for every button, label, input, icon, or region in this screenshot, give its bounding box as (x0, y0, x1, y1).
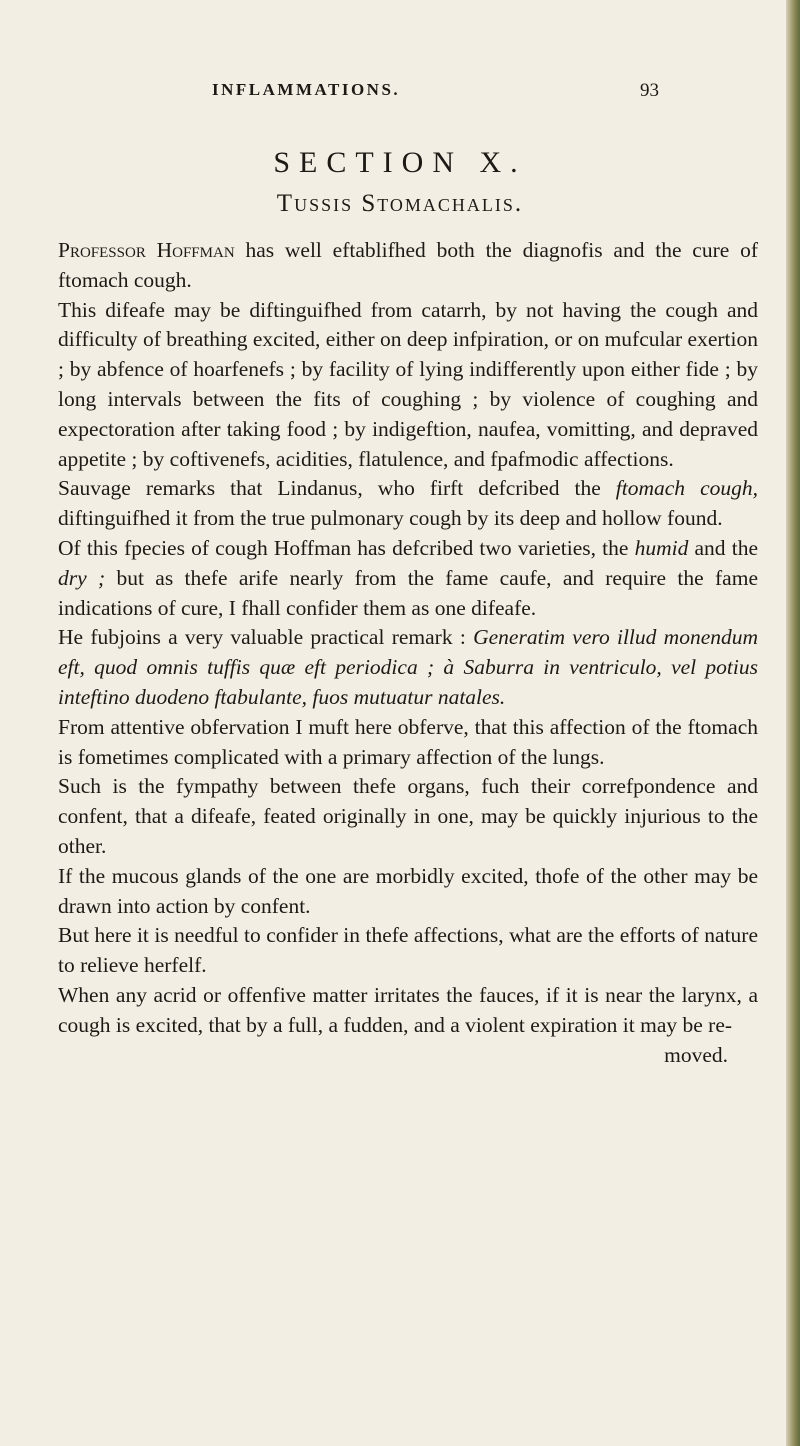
paragraph-text: He fubjoins a very valuable practical remark : (58, 625, 474, 650)
running-head (0, 80, 800, 104)
paragraph-text: But here it is needful to confider in thefe affections, what are the efforts of nature to relieve herfelf. (58, 923, 758, 978)
paragraph-text: From attentive obfervation I muft here obferve, that this affection of the ftomach is fometimes complicated with a primary affection of the lungs. (58, 714, 758, 769)
emphasis: ftomach cough, (615, 476, 758, 501)
author-name: Professor Hoffman (58, 238, 235, 262)
body-text (58, 236, 758, 1070)
paragraph-text: Sauvage remarks that Lindanus, who firft defcribed the (58, 476, 616, 501)
running-title: INFLAMMATIONS. (212, 80, 401, 99)
paragraph-9 (58, 921, 758, 981)
paragraph-text: This difeafe may be diftinguifhed from catarrh, by not having the cough and difficulty of breathing excited, either on deep infpiration, or on mufcular exertion ; by abfence of hoarfenefs ; by facility of lying indifferently upon either fide ; by long intervals between the fits of coughing ; by violence of coughing and expectoration after taking food ; by indigeftion, naufea, vomitting, and depraved appetite ; by coftivenefs, acidities, flatulence, and fpafmodic affections. (58, 297, 758, 471)
paragraph-text: When any acrid or offenfive matter irritates the fauces, if it is near the larynx, a cough is excited, that by a full, a fudden, and a violent expiration it may be re- (58, 982, 758, 1037)
paragraph-text: diftinguifhed it from the true pulmonary cough by its deep and hollow found. (58, 506, 723, 531)
paragraph-7 (58, 772, 758, 861)
page-number: 93 (640, 80, 659, 101)
paragraph-6 (58, 713, 758, 773)
paragraph-text: moved. (664, 1042, 728, 1067)
paragraph-text: and the (688, 535, 758, 560)
emphasis: humid (634, 535, 689, 560)
paragraph-5 (58, 623, 758, 712)
paragraph-10 (58, 981, 758, 1041)
section-heading: SECTION X. (273, 146, 527, 179)
paragraph-text: Such is the fympathy between thefe organs, fuch their correfpondence and confent, that a difeafe, feated originally in one, may be quickly injurious to the other. (58, 774, 758, 858)
paragraph-text: If the mucous glands of the one are morbidly excited, thofe of the other may be drawn into action by confent. (58, 863, 758, 918)
paragraph-8 (58, 862, 758, 922)
paragraph-4 (58, 534, 758, 623)
paragraph-2 (58, 296, 758, 475)
latin-quotation: Generatim vero illud monendum eft, quod omnis tuffis quæ eft periodica ; à Saburra in ventriculo, vel potius inteftino duodeno ftabulante, fuos mutuatur natales. (58, 625, 759, 709)
paragraph-text: but as thefe arife nearly from the fame caufe, and require the fame indications of cure, I fhall confider them as one difeafe. (58, 565, 758, 620)
emphasis: dry ; (58, 565, 106, 590)
paragraph-10-end (58, 1041, 758, 1071)
paragraph-3 (58, 474, 758, 534)
section-subtitle: Tussis Stomachalis. (276, 190, 524, 217)
paragraph-1 (58, 236, 758, 296)
paragraph-text: has well eftablifhed both the diagnofis and the cure of ftomach cough. (58, 238, 758, 292)
paragraph-text: Of this fpecies of cough Hoffman has defcribed two varieties, the (58, 535, 635, 560)
